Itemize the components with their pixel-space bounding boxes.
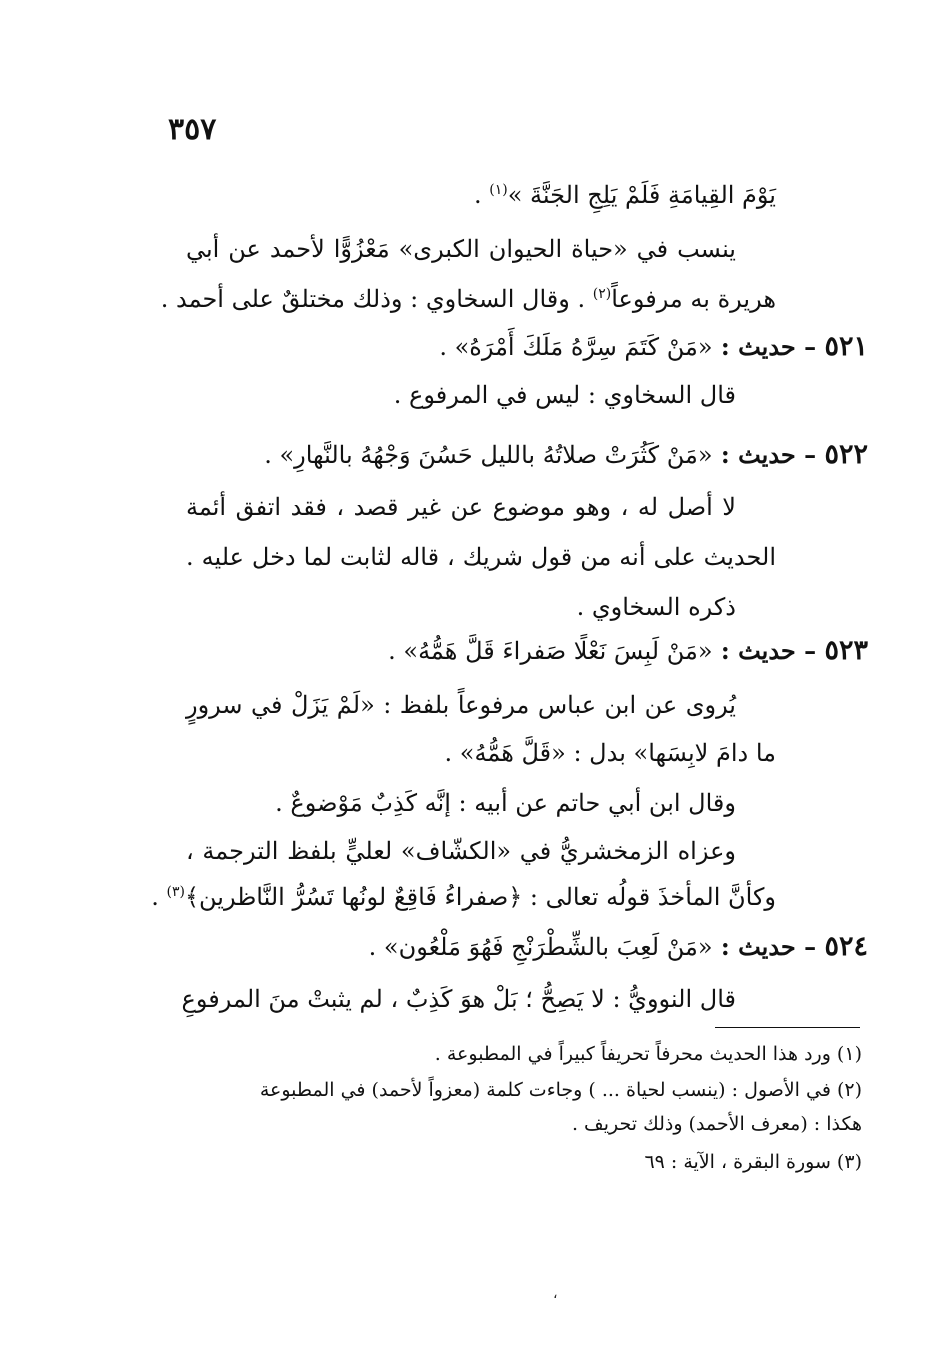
hadith-text: «مَنْ لَبِسَ نَعْلًا صَفراءَ قَلَّ هَمُّهُ» .	[388, 637, 713, 665]
body-line-3: هريرة به مرفوعاً$^{(٢)}$ . وقال السخاوي : وذلك مختلقٌ على أحمد .	[160, 285, 776, 313]
body-line-1: يَوْمَ القِيامَةِ فَلَمْ يَلِجِ الجَنَّةَ »$^{(١)}$ .	[474, 181, 776, 209]
body-line-15: وكأنَّ المأخذَ قولُه تعالى : ﴿صفراءُ فَاقِعٌ لونُها تَسُرُّ النَّاظرين﴾$^{(٣)}$ .	[151, 883, 776, 911]
footnote-ref-3: (٣)	[166, 884, 185, 900]
page-number: ٣٥٧	[168, 112, 217, 147]
body-line-14: وعزاه الزمخشريُّ في «الكشّاف» لعليٍّ بلفظ الترجمة ،	[186, 837, 736, 865]
hadith-number: ٥٢٣	[824, 635, 868, 666]
footnote-2-continued: هكذا : (معرف الأحمد) وذلك تحريف .	[571, 1113, 862, 1135]
footnote-3: (٣) سورة البقرة ، الآية : ٦٩	[644, 1151, 862, 1173]
body-line-9: ذكره السخاوي .	[576, 593, 736, 621]
hadith-number: ٥٢٢	[824, 439, 868, 470]
hadith-number: ٥٢٤	[824, 931, 868, 962]
body-line-7: لا أصل له ، وهو موضوع عن غير قصد ، فقد اتفق أئمة	[186, 493, 736, 521]
body-line-5: قال السخاوي : ليس في المرفوع .	[393, 381, 736, 409]
footnote-divider	[715, 1027, 860, 1028]
hadith-523	[186, 634, 868, 668]
footnote-2: (٢) في الأصول : (ينسب لحياة ... ) وجاءت كلمة (معزواً لأحمد) في المطبوعة	[259, 1079, 862, 1101]
hadith-522	[186, 438, 868, 472]
footnote-ref-1: (١)	[489, 182, 508, 198]
hadith-text: «مَنْ كَثُرَتْ صلاتُهُ بالليل حَسُنَ وَجْهُهُ بالنَّهارِ» .	[264, 441, 713, 469]
hadith-label: – حديث :	[712, 332, 825, 361]
body-line-2: ينسب في «حياة الحيوان الكبرى» مَعْزُوًّا لأحمد عن أبي	[186, 235, 736, 263]
footnote-ref-2: (٢)	[592, 286, 612, 302]
body-line-13: وقال ابن أبي حاتم عن أبيه : إنَّه كَذِبٌ مَوْضوعٌ .	[275, 789, 736, 817]
footnote-1: (١) ورد هذا الحديث محرفاً تحريفاً كبيراً في المطبوعة .	[434, 1043, 862, 1065]
hadith-text: «مَنْ لَعِبَ بالشِّطْرَنْجِ فَهُوَ مَلْعُون» .	[368, 933, 713, 961]
hadith-521	[186, 330, 868, 364]
stray-mark: ،	[553, 1286, 558, 1302]
body-line-11: يُروى عن ابن عباس مرفوعاً بلفظ : «لَمْ يَزَلْ في سرورٍ	[186, 691, 736, 719]
hadith-label: – حديث :	[712, 440, 825, 469]
hadith-text: «مَنْ كَتَمَ سِرَّهُ مَلَكَ أَمْرَهُ» .	[439, 333, 713, 361]
body-line-17: قال النوويُّ : لا يَصِحُّ ؛ بَلْ هوَ كَذِبٌ ، لم يثبتْ منَ المرفوعِ	[181, 985, 736, 1013]
hadith-524	[186, 930, 868, 964]
hadith-label: – حديث :	[712, 932, 825, 961]
body-line-12: ما دامَ لابِسَها» بدل : «قَلَّ هَمُّهُ» .	[444, 739, 776, 767]
hadith-label: – حديث :	[712, 636, 825, 665]
body-line-8: الحديث على أنه من قول شريك ، قاله لثابت لما دخل عليه .	[186, 543, 776, 571]
hadith-number: ٥٢١	[824, 331, 868, 362]
